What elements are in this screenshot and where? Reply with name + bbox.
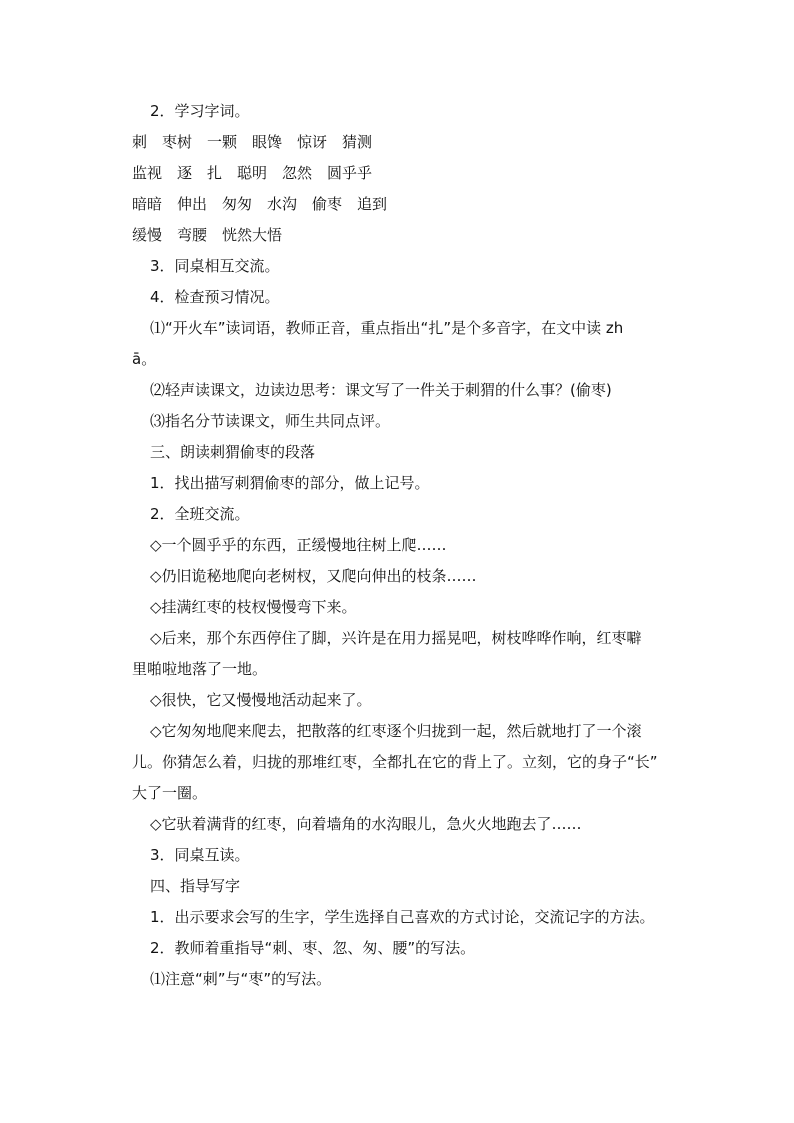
section-3-step-2: 2．全班交流。 [150, 505, 250, 523]
quote-2: ◇仍旧诡秘地爬向老树杈，又爬向伸出的枝条…… [150, 567, 477, 585]
preview-item-1-line-2: ā。 [132, 350, 157, 368]
quote-3: ◇挂满红枣的枝杈慢慢弯下来。 [150, 598, 357, 616]
quote-1: ◇一个圆乎乎的东西，正缓慢地往树上爬…… [150, 536, 447, 554]
vocab-row-2: 监视 逐 扎 聪明 忽然 圆乎乎 [132, 164, 373, 182]
vocab-row-1: 刺 枣树 一颗 眼馋 惊讶 猜测 [132, 133, 373, 151]
quote-6-line-3: 大了一圈。 [132, 784, 208, 802]
quote-4-line-1: ◇后来，那个东西停住了脚，兴许是在用力摇晃吧，树枝哗哗作响，红枣噼 [150, 629, 642, 647]
section-4-step-1: 1．出示要求会写的生字，学生选择自己喜欢的方式讨论，交流记字的方法。 [150, 908, 655, 926]
vocab-row-4: 缓慢 弯腰 恍然大悟 [132, 226, 283, 244]
step-peer-exchange: 3．同桌相互交流。 [150, 257, 280, 275]
section-3-step-3: 3．同桌互读。 [150, 846, 250, 864]
quote-6-line-1: ◇它匆匆地爬来爬去，把散落的红枣逐个归拢到一起，然后就地打了一个滚 [150, 722, 642, 740]
step-learn-words: 2．学习字词。 [150, 102, 250, 120]
quote-7: ◇它驮着满背的红枣，向着墙角的水沟眼儿，急火火地跑去了…… [150, 815, 582, 833]
preview-item-1 [132, 313, 710, 375]
preview-item-2: ⑵轻声读课文，边读边思考：课文写了一件关于刺猬的什么事？(偷枣) [150, 381, 612, 399]
section-4-heading: 四、指导写字 [150, 877, 241, 895]
step-check-preview: 4．检查预习情况。 [150, 288, 280, 306]
section-4-item-1: ⑴注意“刺”与“枣”的写法。 [150, 970, 332, 988]
section-3-step-1: 1．找出描写刺猬偷枣的部分，做上记号。 [150, 474, 430, 492]
preview-item-3: ⑶指名分节读课文，师生共同点评。 [150, 412, 391, 430]
document-body [132, 96, 710, 995]
section-3-heading: 三、朗读刺猬偷枣的段落 [150, 443, 316, 461]
quote-4 [132, 623, 710, 685]
section-4-step-2: 2．教师着重指导“刺、枣、忽、匆、腰”的写法。 [150, 939, 476, 957]
quote-6-line-2: 儿。你猜怎么着，归拢的那堆红枣，全都扎在它的背上了。立刻，它的身子“长” [132, 753, 658, 771]
quote-5: ◇很快，它又慢慢地活动起来了。 [150, 691, 372, 709]
quote-6 [132, 716, 710, 809]
vocab-row-3: 暗暗 伸出 匆匆 水沟 偷枣 追到 [132, 195, 388, 213]
quote-4-line-2: 里啪啦地落了一地。 [132, 660, 268, 678]
preview-item-1-line-1: ⑴“开火车”读词语，教师正音，重点指出“扎”是个多音字，在文中读 zh [150, 319, 624, 337]
